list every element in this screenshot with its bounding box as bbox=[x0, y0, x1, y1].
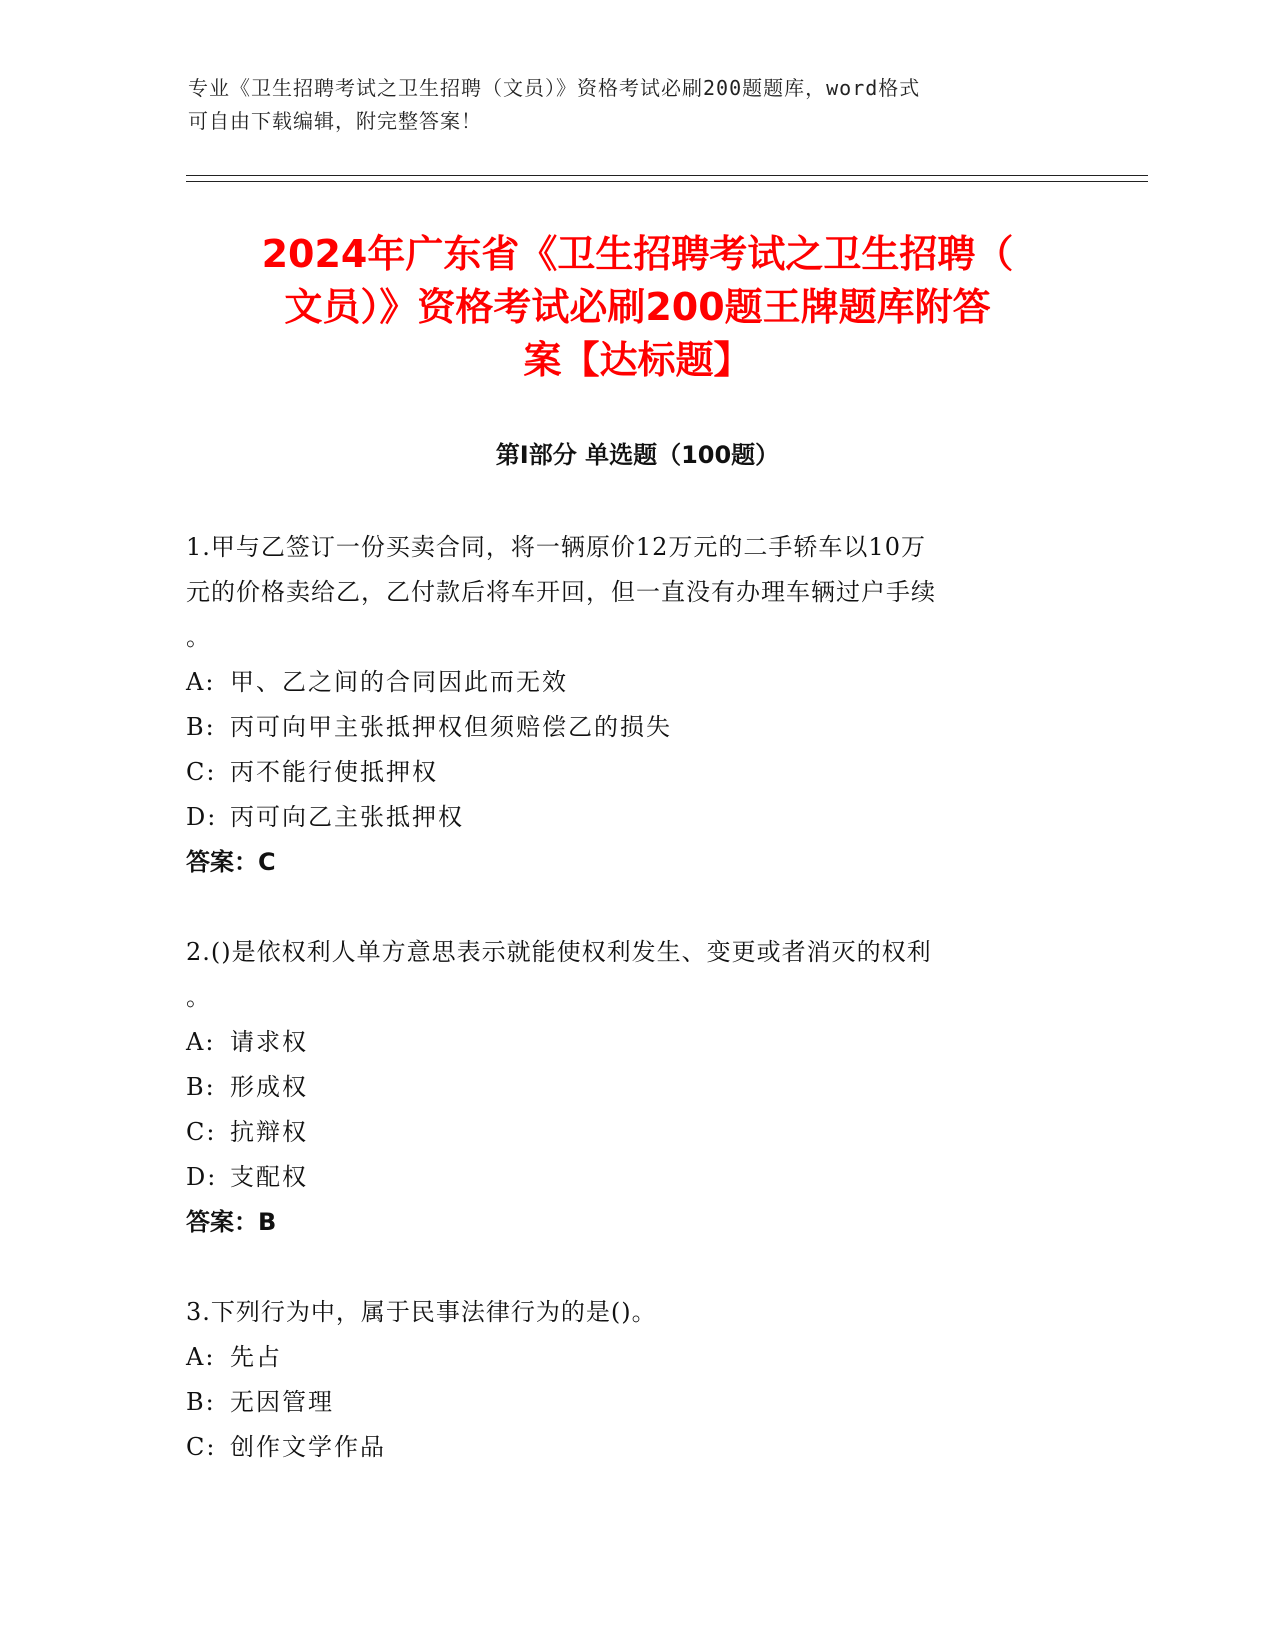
option-text: 丙不能行使抵押权 bbox=[230, 758, 438, 786]
option-d bbox=[186, 795, 1066, 840]
question-1 bbox=[186, 525, 1066, 885]
option-letter: A: bbox=[186, 1028, 216, 1056]
header-divider-bottom bbox=[186, 181, 1148, 182]
option-a bbox=[186, 1020, 1066, 1065]
question-list bbox=[186, 525, 1066, 1515]
option-c bbox=[186, 1110, 1066, 1155]
option-text: 无因管理 bbox=[230, 1388, 334, 1416]
option-letter: C: bbox=[186, 1433, 217, 1461]
header-line-1: 专业《卫生招聘考试之卫生招聘（文员）》资格考试必刷200题题库，word格式 bbox=[188, 76, 921, 100]
answer-line: 答案：B bbox=[186, 1208, 277, 1236]
option-c bbox=[186, 750, 1066, 795]
option-letter: C: bbox=[186, 1118, 217, 1146]
option-text: 支配权 bbox=[230, 1163, 308, 1191]
section-heading: 第I部分 单选题（100题） bbox=[495, 441, 780, 469]
title-line-2: 文员）》资格考试必刷200题王牌题库附答 bbox=[284, 285, 991, 329]
option-text: 创作文学作品 bbox=[230, 1433, 386, 1461]
option-text: 抗辩权 bbox=[230, 1118, 308, 1146]
question-2 bbox=[186, 930, 1066, 1245]
option-letter: B: bbox=[186, 713, 216, 741]
question-stem-line: 元的价格卖给乙，乙付款后将车开回，但一直没有办理车辆过户手续 bbox=[186, 578, 936, 606]
option-b bbox=[186, 705, 1066, 750]
option-text: 先占 bbox=[230, 1343, 282, 1371]
option-text: 形成权 bbox=[230, 1073, 308, 1101]
option-letter: B: bbox=[186, 1073, 216, 1101]
option-letter: C: bbox=[186, 758, 217, 786]
question-stem bbox=[186, 930, 1066, 1020]
question-stem-line: 3.下列行为中，属于民事法律行为的是()。 bbox=[186, 1298, 657, 1326]
document-title bbox=[150, 228, 1125, 387]
option-letter: A: bbox=[186, 668, 216, 696]
option-b bbox=[186, 1065, 1066, 1110]
title-line-3: 案【达标题】 bbox=[523, 338, 752, 382]
question-stem-line: 。 bbox=[186, 623, 211, 651]
question-stem-line: 1.甲与乙签订一份买卖合同，将一辆原价12万元的二手轿车以10万 bbox=[186, 533, 926, 561]
option-text: 甲、乙之间的合同因此而无效 bbox=[230, 668, 568, 696]
header-divider-top bbox=[186, 175, 1148, 176]
option-d bbox=[186, 1155, 1066, 1200]
question-stem bbox=[186, 525, 1066, 660]
question-stem bbox=[186, 1290, 1066, 1335]
option-letter: A: bbox=[186, 1343, 216, 1371]
option-a bbox=[186, 1335, 1066, 1380]
header-line-2: 可自由下载编辑，附完整答案！ bbox=[188, 109, 482, 133]
option-a bbox=[186, 660, 1066, 705]
answer-line: 答案：C bbox=[186, 848, 276, 876]
title-line-1: 2024年广东省《卫生招聘考试之卫生招聘（ bbox=[261, 232, 1014, 276]
page-header bbox=[188, 72, 1088, 138]
option-letter: D: bbox=[186, 803, 218, 831]
option-letter: D: bbox=[186, 1163, 218, 1191]
option-text: 请求权 bbox=[230, 1028, 308, 1056]
question-stem-line: 。 bbox=[186, 983, 211, 1011]
option-c bbox=[186, 1425, 1066, 1470]
option-b bbox=[186, 1380, 1066, 1425]
question-stem-line: 2.()是依权利人单方意思表示就能使权利发生、变更或者消灭的权利 bbox=[186, 938, 932, 966]
option-text: 丙可向甲主张抵押权但须赔偿乙的损失 bbox=[230, 713, 672, 741]
question-3 bbox=[186, 1290, 1066, 1470]
option-text: 丙可向乙主张抵押权 bbox=[230, 803, 464, 831]
option-letter: B: bbox=[186, 1388, 216, 1416]
